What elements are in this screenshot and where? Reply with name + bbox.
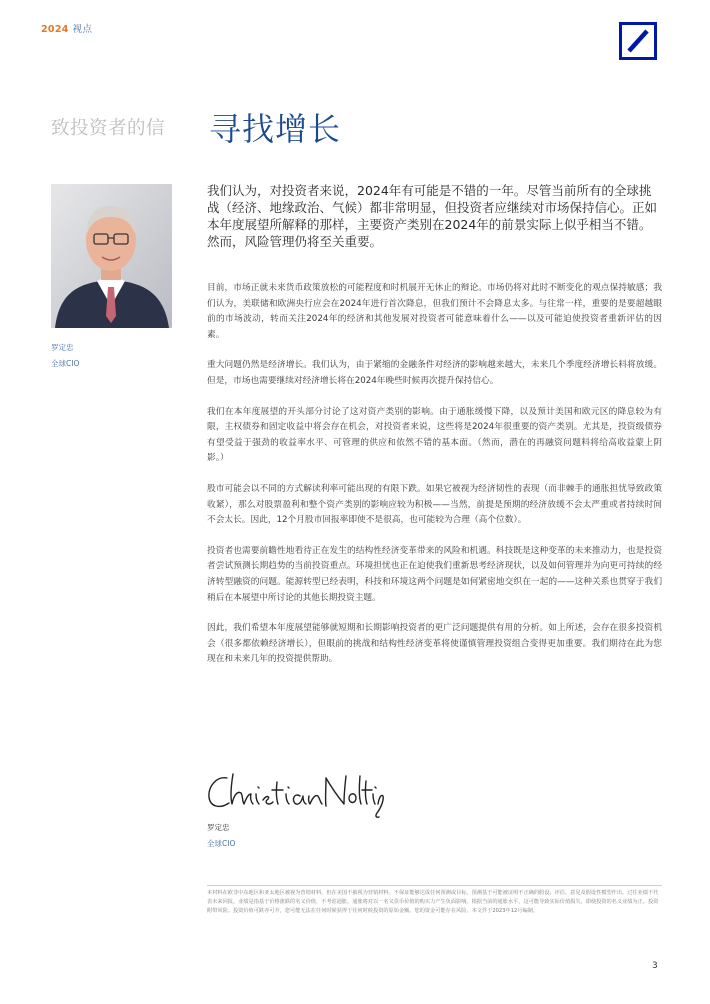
body-text [207,281,662,683]
side-title: 致投资者的信 [51,118,166,139]
portrait-role: 全球CIO [51,359,80,368]
report-header [41,21,92,35]
footer-divider [207,885,662,886]
body-paragraph: 重大问题仍然是经济增长。我们认为，由于紧缩的金融条件对经济的影响越来越大，未来几个季度经济增长料将放缓。但是，市场也需要继续对经济增长将在2024年晚些时候再次提升保持信心。 [207,360,662,386]
body-paragraph: 目前，市场正就未来货币政策放松的可能程度和时机展开无休止的辩论。市场仍将对此时不断变化的观点保持敏感；我们认为，美联储和欧洲央行应会在2024年进行首次降息，但我们预计不会降息太多。与往常一样，重要的是要超越眼前的市场波动，转而关注2024年的经济和其他发展对投资者可能意味着什么——以及可能迫使投资者重新评估的因素。 [207,283,662,340]
portrait-photo [51,184,172,328]
signatory-role: 全球CIO [207,839,236,848]
lead-paragraph: 我们认为，对投资者来说，2024年有可能是不错的一年。尽管当前所有的全球挑战（经济、地缘政治、气候）都非常明显，但投资者应继续对市场保持信心。正如本年度展望所解释的那样，主要资产类别在2024年的前景实际上似乎相当不错。然而，风险管理仍将至关重要。 [207,183,658,249]
body-paragraph: 股市可能会以不同的方式解读利率可能出现的有限下跌。如果它被视为经济韧性的表现（而非棘手的通胀担忧导致政策收紧），那么对股票盈利和整个资产类别的影响应较为积极——当然，前提是预期的经济放缓不会太严重或者持续时间不会太长。因此，12个月股市回报率即使不是很高，也可能较为合理（高个位数）。 [207,483,662,526]
body-paragraph: 投资者也需要前瞻性地看待正在发生的结构性经济变革带来的风险和机遇。科技既是这种变革的未来推动力，也是投资者尝试预测长期趋势的当前投资重点。环境担忧也正在迫使我们重新思考经济现状，以及如何管理并为向更可持续的经济转型融资的问题。能源转型已经表明，科技和环境这两个问题是如何紧密地交织在一起的——这种关系也贯穿于我们稍后在本展望中所讨论的其他长期投资主题。 [207,545,662,603]
header-label: 视点 [72,24,93,35]
disclaimer-text: 本材料在欧非中东地区和亚太地区被视为营销材料，但在美国不被视为营销材料。不保证能够达成任何预测或目标。预测基于可能被证明不正确的假设、评估、意见及假设性模型作出。过往业绩不代表未来回报。业绩是指基于价格涨跌的名义价值，不考虑通胀。通胀将对以一名义货币价值的购买力产生负面影响。根据当前的通胀水平，这可能导致实际价值损失，即使投资的名义业绩为正。投资附带风险。投资价值可跌亦可升，您可能无法在任何时候获得于任何时候投资的原始金额。您的资金可能存在风险。本文件于2023年12月编制。 [207,890,659,915]
body-paragraph: 因此，我们希望本年度展望能够就短期和长期影响投资者的更广泛问题提供有用的分析。如上所述，会存在很多投资机会（很多都依赖经济增长），但眼前的挑战和结构性经济变革将使谨慎管理投资组合变得更加重要。我们期待在此为您现在和未来几年的投资提供帮助。 [207,623,662,665]
header-year: 2024 [41,24,69,35]
deutsche-bank-logo-icon [619,22,657,60]
body-paragraph: 我们在本年度展望的开头部分讨论了这对资产类别的影响。由于通胀缓慢下降，以及预计美国和欧元区的降息较为有限，主权债券和固定收益中将会存在机会，对投资者来说，这些将是2024年很重要的资产类别。尤其是，投资级债券有望受益于强劲的收益率水平、可管理的供应和依然不错的基本面。（然而，潜在的再融资问题料将给高收益蒙上阴影。） [207,406,662,464]
portrait-name: 罗定忠 [51,343,74,352]
handwritten-signature [205,760,385,820]
page-number: 3 [652,961,658,971]
page-title: 寻找增长 [209,110,342,148]
signatory-name: 罗定忠 [207,823,230,832]
